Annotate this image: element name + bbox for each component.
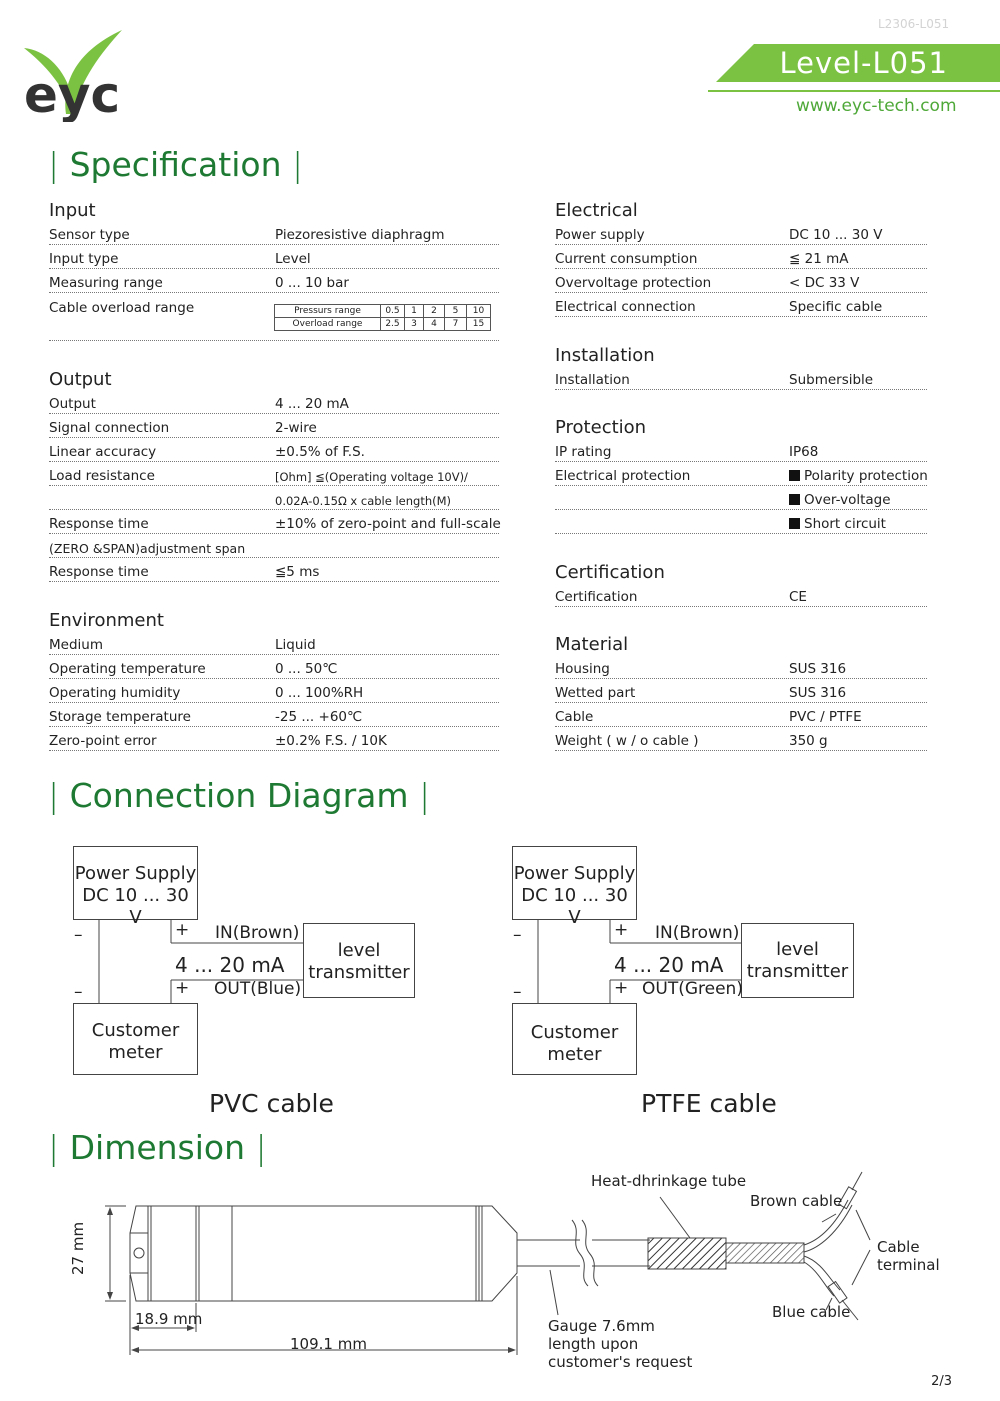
power-supply-box: Power Supply DC 10 ... 30 V [73, 846, 198, 920]
minus-sign: – [513, 982, 522, 1002]
spec-row: Short circuit [555, 512, 927, 534]
minus-sign: – [513, 925, 522, 945]
connection-diagram-title: | Connection Diagram | [48, 776, 431, 815]
spec-row: Installation Submersible [555, 368, 927, 390]
ptfe-cable-caption: PTFE cable [641, 1089, 777, 1118]
overload-table: Pressurs range 0.5 1 2 5 10 Overload range 2.5 3 4 7 15 [274, 304, 491, 331]
customer-meter-box: Customer meter [512, 1003, 637, 1075]
spec-row: Cable PVC / PTFE [555, 705, 927, 727]
spec-row: Weight ( w / o cable ) 350 g [555, 729, 927, 751]
electrical-heading: Electrical [555, 200, 638, 221]
dimension-title: | Dimension | [48, 1128, 267, 1167]
tip-length-label: 18.9 mm [135, 1310, 203, 1328]
spec-row: Operating temperature 0 ... 50℃ [49, 657, 499, 679]
total-length-label: 109.1 mm [290, 1335, 367, 1353]
spec-row: Output 4 ... 20 mA [49, 392, 499, 414]
logo-text: eyc [24, 66, 121, 122]
minus-sign: – [74, 982, 83, 1002]
plus-sign: + [614, 920, 629, 940]
input-heading: Input [49, 200, 96, 221]
bullet-square-icon [789, 494, 800, 505]
spec-row: Medium Liquid [49, 633, 499, 655]
brown-cable-label: Brown cable [750, 1192, 843, 1210]
row-divider [49, 340, 499, 341]
cable-terminal-label: Cable terminal [877, 1238, 940, 1274]
current-label: 4 ... 20 mA [175, 953, 285, 977]
spec-row: 0.02A-0.15Ω x cable length(M) [49, 488, 499, 510]
page-number: 2/3 [931, 1374, 952, 1389]
spec-row: Sensor type Piezoresistive diaphragm [49, 223, 499, 245]
spec-row: Response time ≦5 ms [49, 560, 499, 582]
bullet-square-icon [789, 470, 800, 481]
product-name: Level-L051 [779, 46, 948, 80]
installation-heading: Installation [555, 345, 655, 366]
bullet-square-icon [789, 518, 800, 529]
spec-row: Linear accuracy ±0.5% of F.S. [49, 440, 499, 462]
spec-row: Housing SUS 316 [555, 657, 927, 679]
plus-sign: + [175, 920, 190, 940]
blue-cable-label: Blue cable [772, 1303, 851, 1321]
spec-row: Signal connection 2-wire [49, 416, 499, 438]
environment-heading: Environment [49, 610, 164, 631]
current-label: 4 ... 20 mA [614, 953, 724, 977]
document-code: L2306-L051 [878, 17, 950, 31]
protection-heading: Protection [555, 417, 647, 438]
level-transmitter-box: level transmitter [741, 923, 854, 998]
banner-divider [708, 90, 1000, 92]
plus-sign: + [175, 978, 190, 998]
spec-row: Zero-point error ±0.2% F.S. / 10K [49, 729, 499, 751]
minus-sign: – [74, 925, 83, 945]
spec-row: Current consumption ≦ 21 mA [555, 247, 927, 269]
output-heading: Output [49, 369, 112, 390]
specification-title: | Specification | [48, 145, 304, 184]
diameter-label: 27 mm [69, 1221, 87, 1275]
spec-row: Measuring range 0 ... 10 bar [49, 271, 499, 293]
power-supply-box: Power Supply DC 10 ... 30 V [512, 846, 637, 920]
website-link[interactable]: www.eyc-tech.com [796, 96, 957, 116]
spec-row: Input type Level [49, 247, 499, 269]
in-wire-label: IN(Brown) [215, 923, 300, 943]
spec-row: Electrical protection Polarity protection [555, 464, 927, 486]
spec-label: Cable overload range [49, 300, 195, 316]
spec-row: Load resistance [Ohm] ≦(Operating voltage 10V)/ [49, 464, 499, 486]
gauge-label: Gauge 7.6mm length upon customer's request [548, 1317, 693, 1371]
spec-row: IP rating IP68 [555, 440, 927, 462]
dimension-drawing [0, 1170, 1000, 1370]
spec-row: Wetted part SUS 316 [555, 681, 927, 703]
spec-row: Over-voltage [555, 488, 927, 510]
customer-meter-box: Customer meter [73, 1003, 198, 1075]
level-transmitter-box: level transmitter [303, 923, 415, 998]
spec-row: Response time ±10% of zero-point and full-scale [49, 512, 499, 534]
spec-row: Power supply DC 10 ... 30 V [555, 223, 927, 245]
in-wire-label: IN(Brown) [655, 923, 740, 943]
spec-row: Certification CE [555, 585, 927, 607]
plus-sign: + [614, 978, 629, 998]
material-heading: Material [555, 634, 629, 655]
company-logo [22, 26, 132, 122]
out-wire-label: OUT(Blue) [214, 979, 302, 999]
spec-row: Storage temperature -25 ... +60℃ [49, 705, 499, 727]
spec-row: Electrical connection Specific cable [555, 295, 927, 317]
certification-heading: Certification [555, 562, 665, 583]
out-wire-label: OUT(Green) [642, 979, 743, 999]
heat-tube-label: Heat-dhrinkage tube [591, 1172, 747, 1190]
spec-row: (ZERO &SPAN)adjustment span [49, 536, 499, 558]
spec-row: Operating humidity 0 ... 100%RH [49, 681, 499, 703]
pvc-cable-caption: PVC cable [209, 1089, 334, 1118]
spec-row: Overvoltage protection < DC 33 V [555, 271, 927, 293]
